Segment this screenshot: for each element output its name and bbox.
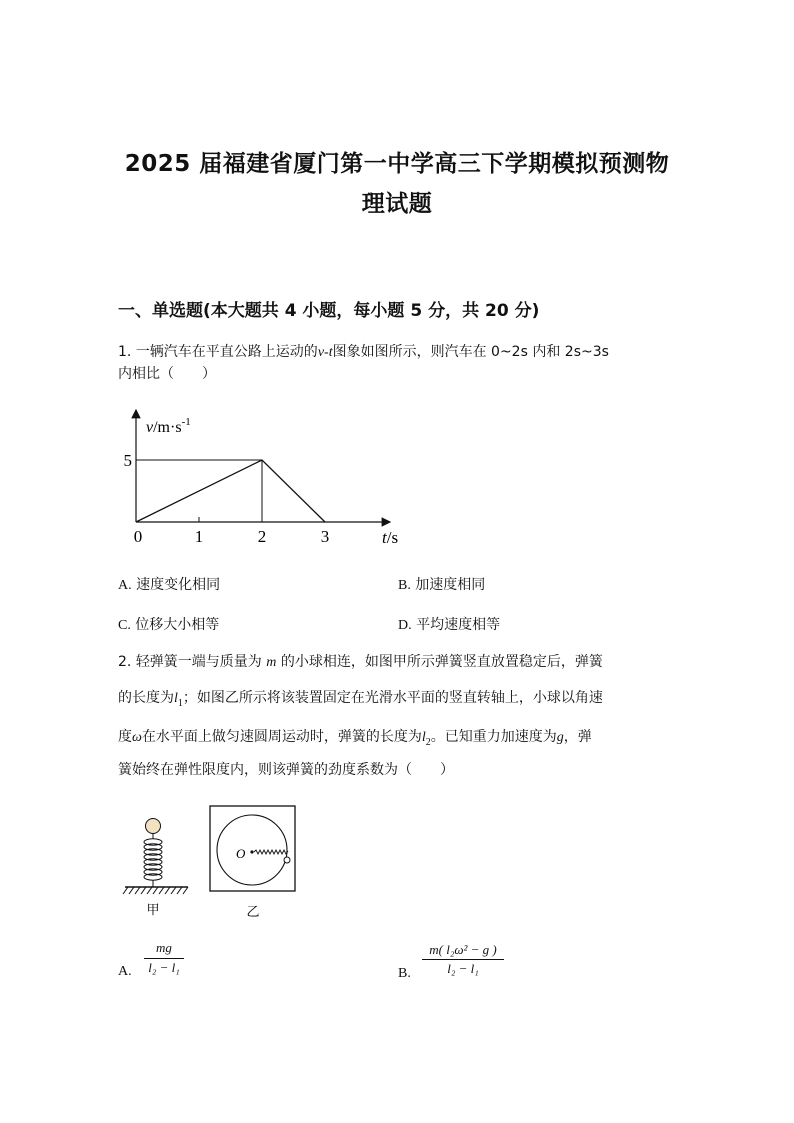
- q2-text-2a: 的长度为: [118, 690, 174, 706]
- x-tick-0: 0: [133, 527, 143, 546]
- label-jia: 甲: [146, 902, 160, 917]
- q2-option-b[interactable]: [398, 940, 558, 984]
- q1-t-symbol: t: [328, 345, 333, 360]
- q1-option-b-text: 加速度相同: [415, 577, 486, 593]
- q2-text-line-1: [118, 652, 603, 673]
- q2-text-3c: 。已知重力加速度为: [430, 729, 557, 745]
- page-title-line-1: 2025 届福建省厦门第一中学高三下学期模拟预测物: [124, 151, 670, 177]
- q1-option-b-letter: B.: [398, 578, 411, 593]
- x-axis-label: [382, 528, 398, 547]
- q2-text-1a: 轻弹簧一端与质量为: [135, 654, 262, 670]
- q1-option-c[interactable]: [118, 614, 219, 634]
- turntable-box: [210, 806, 295, 891]
- ground-hatching: [123, 887, 188, 894]
- q1-option-c-text: 位移大小相等: [135, 617, 220, 633]
- ball-yi: [284, 857, 290, 863]
- q2-number: 2.: [118, 654, 132, 670]
- q2-option-a-denominator: l₂ − l₁: [148, 960, 180, 975]
- page-title-line-2: 理试题: [361, 191, 433, 217]
- q2-text-line-2: [118, 688, 603, 714]
- q1-text-a: 一辆汽车在平直公路上运动的: [135, 344, 318, 360]
- q2-l1-subscript: 1: [177, 697, 183, 709]
- y-tick-5: 5: [123, 451, 132, 470]
- q1-dash: -: [324, 345, 329, 360]
- q2-l1-symbol: l: [174, 691, 178, 706]
- q1-option-d-text: 平均速度相等: [416, 617, 501, 633]
- q2-text-3d: ，弹: [563, 729, 592, 745]
- q1-option-d[interactable]: [398, 614, 500, 634]
- q2-l2-symbol: l: [421, 730, 426, 745]
- center-label-o: O: [236, 846, 246, 861]
- q1-text-b: 图象如图所示，则汽车在 0~2s 内和 2s~3s: [332, 344, 609, 360]
- q1-option-a[interactable]: [118, 574, 220, 594]
- q2-text-3a: 度: [118, 729, 132, 745]
- q2-g-symbol: g: [556, 730, 564, 745]
- vt-series-line: [136, 460, 325, 522]
- x-axis-var: t: [382, 528, 387, 547]
- q2-option-b-numerator: m( l₂ω² − g ): [429, 942, 497, 957]
- x-tick-3: 3: [320, 527, 330, 546]
- y-axis-var: v: [146, 419, 154, 436]
- q2-text-2b: ；如图乙所示将该装置固定在光滑水平面的竖直转轴上，小球以角速: [182, 690, 603, 706]
- spring-coils: [144, 839, 162, 880]
- q1-v-symbol: v: [317, 345, 325, 360]
- q2-text-line-4: 簧始终在弹性限度内，则该弹簧的劲度系数为（ ）: [118, 762, 454, 778]
- q2-text-3b: 在水平面上做匀速圆周运动时，弹簧的长度为: [141, 729, 422, 745]
- x-tick-1: 1: [194, 527, 204, 546]
- label-yi: 乙: [246, 904, 260, 919]
- q1-option-b[interactable]: [398, 574, 485, 594]
- q2-l2-subscript: 2: [425, 736, 431, 748]
- q1-option-a-text: 速度变化相同: [136, 577, 221, 593]
- q2-option-a-letter: A.: [118, 964, 132, 979]
- q2-option-b-denominator: l₂ − l₁: [447, 961, 479, 976]
- q2-option-a[interactable]: [118, 940, 238, 984]
- q2-option-a-fraction-bar: [144, 958, 184, 959]
- q2-option-a-numerator: mg: [156, 940, 172, 955]
- q1-option-c-letter: C.: [118, 618, 131, 633]
- y-axis-unit: /m·s: [153, 419, 182, 436]
- q2-text-1b: 的小球相连，如图甲所示弹簧竖直放置稳定后，弹簧: [280, 654, 603, 670]
- q2-text-line-3: [118, 727, 592, 753]
- x-axis-unit: /s: [386, 528, 399, 547]
- y-axis-exponent: -1: [181, 416, 191, 428]
- ball-jia: [146, 819, 161, 834]
- figure-jia-spring: [120, 812, 200, 922]
- axis-center: [250, 850, 253, 853]
- q1-text-line-2: 内相比（ ）: [118, 366, 216, 382]
- vt-graph: [120, 400, 410, 555]
- q2-option-b-letter: B.: [398, 966, 411, 981]
- q1-option-d-letter: D.: [398, 618, 412, 633]
- y-axis-label: [146, 416, 191, 436]
- q1-number: 1.: [118, 344, 132, 360]
- x-tick-2: 2: [257, 527, 267, 546]
- q2-omega-symbol: ω: [132, 730, 142, 745]
- section-heading: 一、单选题(本大题共 4 小题，每小题 5 分，共 20 分): [118, 301, 540, 321]
- q2-m-symbol: m: [266, 655, 277, 670]
- q1-option-a-letter: A.: [118, 578, 132, 593]
- q2-option-b-fraction-bar: [422, 959, 504, 960]
- figure-yi-rotation: [205, 803, 300, 923]
- q1-text-line-1: [118, 342, 609, 363]
